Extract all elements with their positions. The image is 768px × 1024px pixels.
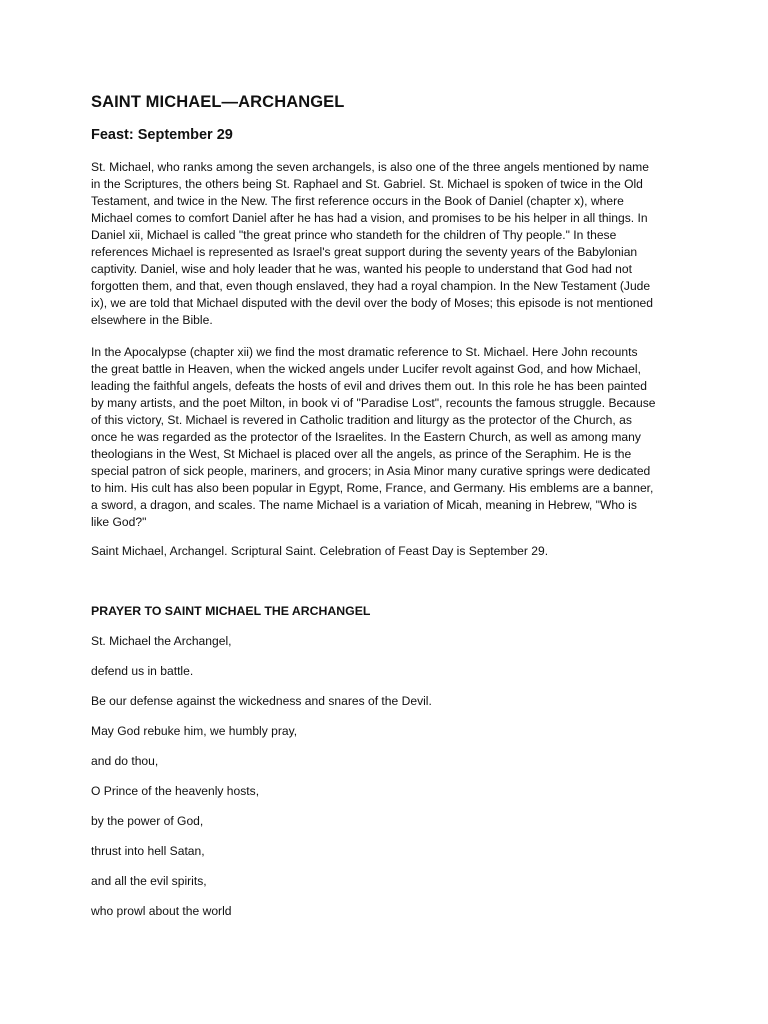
paragraph-line: once he was regarded as the protector of the Israelites. In the Eastern Church, as well as among many [91,430,641,444]
paragraph-line: forgotten them, and that, even though enslaved, they had a royal champion. In the New Testament (Jude [91,279,651,293]
paragraph-line: in the Scriptures, the others being St. Raphael and St. Gabriel. St. Michael is spoken of twice in the Old [91,177,643,191]
prayer-line: by the power of God, [91,814,204,828]
paragraph-summary [91,543,681,560]
paragraph-line: the great battle in Heaven, when the wicked angels under Lucifer revolt against God, and how Michael, [91,362,641,376]
prayer-line: who prowl about the world [91,904,232,918]
paragraph-introduction [91,159,681,329]
prayer-line: O Prince of the heavenly hosts, [91,784,260,798]
paragraph-line: In the Apocalypse (chapter xii) we find the most dramatic reference to St. Michael. Here John recounts [91,345,638,359]
paragraph-line: references Michael is represented as Israel's great support during the seventy years of the Babylonian [91,245,638,259]
paragraph-apocalypse [91,344,681,531]
paragraph-line: elsewhere in the Bible. [91,313,213,327]
paragraph-line: ix), we are told that Michael disputed with the devil over the body of Moses; this episode is not mentioned [91,296,653,310]
paragraph-line: like God?" [91,515,147,529]
paragraph-line: special patron of sick people, mariners, and grocers; in Asia Minor many curative springs were dedicated [91,464,651,478]
feast-date-heading: Feast: September 29 [91,127,233,143]
prayer-line: thrust into hell Satan, [91,844,205,858]
prayer-line: Be our defense against the wickedness and snares of the Devil. [91,694,432,708]
prayer-line: and all the evil spirits, [91,874,207,888]
paragraph-line: Testament, and twice in the New. The first reference occurs in the Book of Daniel (chapter x), where [91,194,624,208]
paragraph-line: Saint Michael, Archangel. Scriptural Saint. Celebration of Feast Day is September 29. [91,544,549,558]
paragraph-line: theologians in the West, St Michael is placed over all the angels, as prince of the Seraphim. He is the [91,447,632,461]
prayer-line: defend us in battle. [91,664,194,678]
document-title: SAINT MICHAEL—ARCHANGEL [91,93,345,111]
paragraph-line: to him. His cult has also been popular in Egypt, Rome, France, and Germany. His emblems are a banner, [91,481,654,495]
paragraph-line: captivity. Daniel, wise and holy leader that he was, wanted his people to understand that God had not [91,262,632,276]
paragraph-line: a sword, a dragon, and scales. The name Michael is a variation of Micah, meaning in Hebrew, "Who is [91,498,637,512]
paragraph-line: Michael comes to comfort Daniel after he has had a vision, and promises to be his helper in all things. In [91,211,648,225]
paragraph-line: of this victory, St. Michael is revered in Catholic tradition and liturgy as the protector of the Church, as [91,413,632,427]
paragraph-line: St. Michael, who ranks among the seven archangels, is also one of the three angels mentioned by name [91,160,649,174]
paragraph-line: Daniel xii, Michael is called "the great prince who standeth for the children of Thy people." In these [91,228,617,242]
prayer-line: and do thou, [91,754,159,768]
paragraph-line: by many artists, and the poet Milton, in book vi of "Paradise Lost", recounts the famous struggle. Because [91,396,656,410]
prayer-line: May God rebuke him, we humbly pray, [91,724,298,738]
paragraph-line: leading the faithful angels, defeats the hosts of evil and drives them out. In this role he has been painted [91,379,648,393]
prayer-heading: PRAYER TO SAINT MICHAEL THE ARCHANGEL [91,604,371,618]
prayer-line: St. Michael the Archangel, [91,634,232,648]
